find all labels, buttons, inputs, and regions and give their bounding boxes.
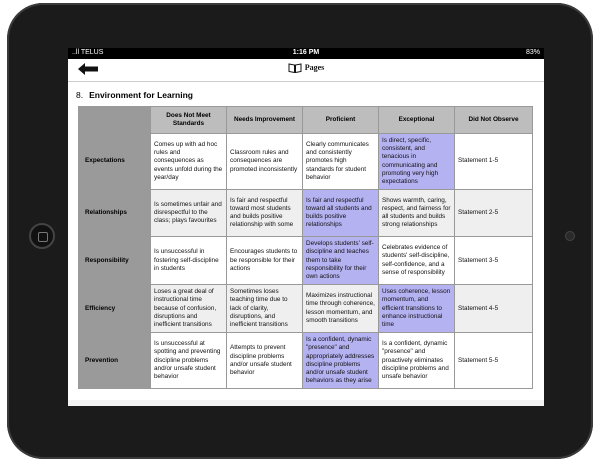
rubric-cell-did-not-observe[interactable]: Statement 5-5 [455,333,533,389]
rubric-header-row [79,107,533,134]
col-header-exceptional: Exceptional [379,107,455,134]
col-header-does-not-meet: Does Not Meet Standards [151,107,227,134]
col-header-did-not-observe: Did Not Observe [455,107,533,134]
rubric-cell[interactable]: Shows warmth, caring, respect, and fairness for all students and builds strong relationships [379,190,455,237]
status-bar [68,48,544,59]
rubric-cell[interactable]: Sometimes loses teaching time due to lack of clarity, disruptions, and inefficient transitions [227,285,303,333]
rubric-cell-did-not-observe[interactable]: Statement 2-5 [455,190,533,237]
row-label-efficiency: Efficiency [79,285,151,333]
row-label-responsibility: Responsibility [79,237,151,285]
rubric-row-expectations [79,134,533,190]
battery-level: 83% [525,49,540,56]
rubric-cell[interactable]: Classroom rules and consequences are promoted inconsistently [227,134,303,190]
nav-bar [68,59,544,82]
rubric-cell[interactable]: Comes up with ad hoc rules and consequences as events unfold during the year/day [151,134,227,190]
section-heading [76,90,544,100]
col-header-proficient: Proficient [303,107,379,134]
row-label-prevention: Prevention [79,333,151,389]
rubric-cell[interactable]: Clearly communicates and consistently promotes high standards for student behavior [303,134,379,190]
rubric-cell-selected[interactable]: Is fair and respectful toward all students and builds positive relationships [303,190,379,237]
rubric-corner-cell [79,107,151,134]
rubric-cell-selected[interactable]: Develops students' self-discipline and teaches them to take responsibility for their own actions [303,237,379,285]
section-title: Environment for Learning [89,90,193,100]
rubric-cell[interactable]: Is a confident, dynamic "presence" and proactively eliminates discipline problems and unsafe behavior [379,333,455,389]
rubric-table [78,106,533,389]
book-icon [288,63,302,73]
camera-icon [565,231,575,241]
rubric-cell[interactable]: Maximizes instructional time through coherence, lesson momentum, and smooth transitions [303,285,379,333]
rubric-cell-selected[interactable]: Uses coherence, lesson momentum, and efficient transitions to enhance instructional time [379,285,455,333]
screen [68,48,544,406]
rubric-row-responsibility [79,237,533,285]
rubric-row-relationships [79,190,533,237]
rubric-cell[interactable]: Is unsuccessful at spotting and preventing discipline problems and/or unsafe student behavior [151,333,227,389]
rubric-cell[interactable]: Encourages students to be responsible for their actions [227,237,303,285]
nav-title[interactable] [68,63,544,73]
col-header-needs-improvement: Needs Improvement [227,107,303,134]
nav-title-label: Pages [304,63,325,72]
rubric-row-prevention [79,333,533,389]
carrier-label: ..ll TELUS [72,49,104,56]
rubric-cell[interactable]: Is fair and respectful toward most students and builds positive relationship with some [227,190,303,237]
row-label-relationships: Relationships [79,190,151,237]
rubric-cell[interactable]: Celebrates evidence of students' self-discipline, self-confidence, and a sense of responsibility [379,237,455,285]
home-button[interactable] [29,223,55,249]
rubric-cell-did-not-observe[interactable]: Statement 1-5 [455,134,533,190]
rubric-cell-selected[interactable]: Is a confident, dynamic "presence" and appropriately addresses discipline problems and/or unsafe student behaviors as they arise [303,333,379,389]
bottom-bar [68,400,544,406]
rubric-cell-did-not-observe[interactable]: Statement 3-5 [455,237,533,285]
rubric-cell-selected[interactable]: Is direct, specific, consistent, and tenacious in communicating and promoting very high expectations [379,134,455,190]
rubric-cell[interactable]: Is sometimes unfair and disrespectful to the class; plays favourites [151,190,227,237]
rubric-cell[interactable]: Attempts to prevent discipline problems and/or unsafe student behavior [227,333,303,389]
rubric-cell[interactable]: Is unsuccessful in fostering self-discipline in students [151,237,227,285]
clock: 1:16 PM [292,49,320,56]
section-number: 8. [76,90,84,100]
rubric-cell[interactable]: Loses a great deal of instructional time because of confusion, disruptions and inefficient transitions [151,285,227,333]
row-label-expectations: Expectations [79,134,151,190]
rubric-cell-did-not-observe[interactable]: Statement 4-5 [455,285,533,333]
rubric-row-efficiency [79,285,533,333]
